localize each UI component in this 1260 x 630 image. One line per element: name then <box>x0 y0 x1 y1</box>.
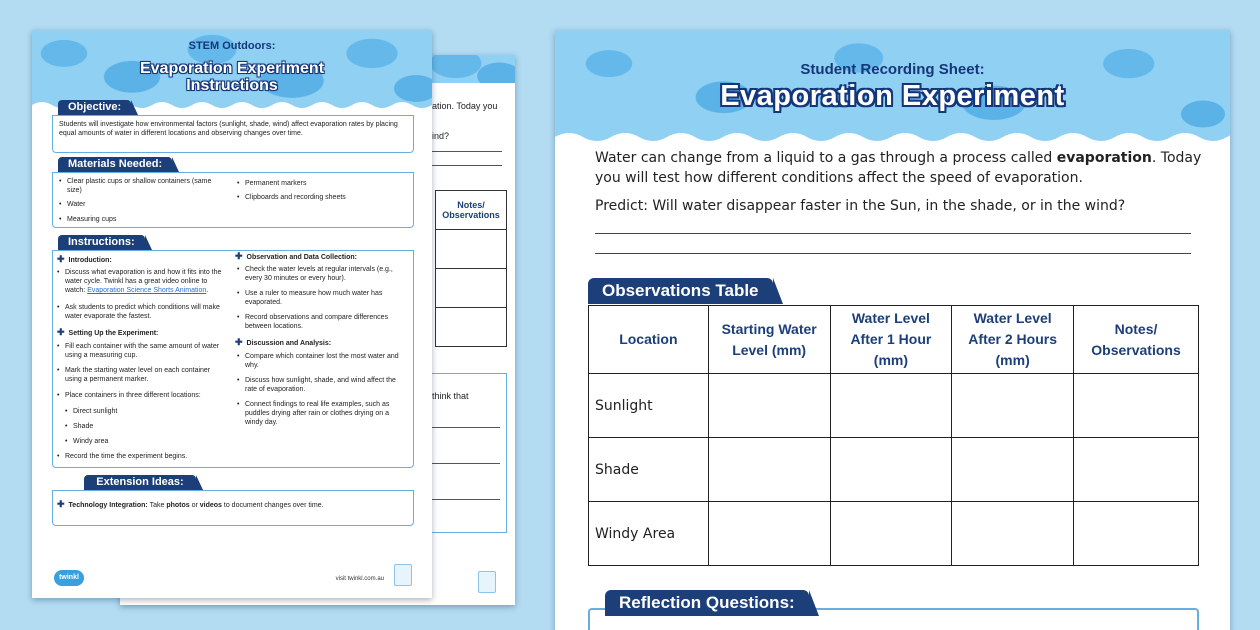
location-item: • Windy area <box>73 437 108 446</box>
extension-text-a: Take <box>149 502 167 509</box>
page-footer <box>32 562 432 586</box>
table-row <box>589 502 1199 566</box>
extension-videos: videos <box>199 502 222 509</box>
plus-icon: ✚ <box>235 337 243 347</box>
back-text-fragment-3: think that <box>432 391 469 401</box>
table-cell[interactable] <box>830 502 952 566</box>
material-item: • Clear plastic cups or shallow containers (same size) <box>67 177 217 195</box>
instructions-page <box>32 30 432 598</box>
page-title <box>32 60 432 94</box>
wave-divider <box>555 129 1230 142</box>
quality-badge-icon <box>478 571 496 593</box>
intro-step-1-end: . <box>206 287 209 294</box>
back-write-line <box>432 499 500 500</box>
table-cell[interactable] <box>952 502 1074 566</box>
disc-step-2: • Discuss how sunlight, shade, and wind affect the rate of evaporation. <box>245 376 405 394</box>
extension-or: or <box>189 502 200 509</box>
intro-step-2: • Ask students to predict which conditions will make water evaporate the fastest. <box>65 303 225 321</box>
observations-heading: Observations Table <box>588 278 773 304</box>
extension-section <box>52 490 414 526</box>
observation-heading <box>235 252 357 262</box>
intro-text-a: Water can change from a liquid to a gas through a process called <box>595 150 1057 166</box>
extension-text-b: to document changes over time. <box>221 502 324 509</box>
back-write-line <box>432 151 502 152</box>
sheet-title: Evaporation Experiment <box>720 80 1065 112</box>
table-row <box>589 438 1199 502</box>
page-title-line-2: Instructions <box>186 77 278 94</box>
back-text-fragment-1: ation. Today you <box>432 101 498 111</box>
intro-text-b: . Today you will test how different conditions affect the speed of evaporation. <box>595 150 1202 186</box>
intro-paragraph <box>595 148 1205 188</box>
discussion-heading <box>235 338 331 348</box>
objective-text: Students will investigate how environmental factors (sunlight, shade, wind) affect evaporation rates by placing equal amounts of water in different locations and observing changes over time. <box>59 121 398 137</box>
setup-step-4: • Record the time the experiment begins. <box>65 452 235 461</box>
back-text-fragment-2: ind? <box>432 131 450 141</box>
disc-step-3: • Connect findings to real life examples, such as puddles drying after rain or clothes drying on a windy day. <box>245 400 405 427</box>
table-cell[interactable] <box>1074 502 1199 566</box>
table-cell[interactable] <box>830 374 952 438</box>
table-cell[interactable] <box>1074 374 1199 438</box>
back-write-line <box>432 165 502 166</box>
extension-label: Technology Integration: <box>68 502 148 509</box>
column-header: Starting Water Level (mm) <box>708 306 830 374</box>
setup-heading <box>57 328 158 338</box>
plus-icon: ✚ <box>235 251 243 261</box>
column-header: Location <box>589 306 709 374</box>
table-cell[interactable] <box>708 438 830 502</box>
back-table-header: Notes/ Observations <box>436 191 507 230</box>
stem-label: STEM Outdoors: <box>188 40 276 52</box>
table-cell[interactable] <box>830 438 952 502</box>
twinkl-logo: twinkl <box>54 570 84 586</box>
location-item: • Shade <box>73 422 93 431</box>
setup-step-1: • Fill each container with the same amount of water using a measuring cup. <box>65 342 225 360</box>
material-item: • Clipboards and recording sheets <box>245 193 346 202</box>
page-title-line-1: Evaporation Experiment <box>139 60 325 77</box>
instructions-section <box>52 250 414 468</box>
introduction-heading <box>57 255 112 265</box>
instructions-heading: Instructions: <box>58 235 145 250</box>
material-item: • Permanent markers <box>245 179 306 188</box>
video-link[interactable]: Evaporation Science Shorts Animation <box>87 287 207 294</box>
row-label: Sunlight <box>589 374 709 438</box>
material-item: • Measuring cups <box>67 215 116 224</box>
intro-step-1 <box>65 268 225 295</box>
quality-badge-icon <box>394 564 412 586</box>
setup-heading-text: Setting Up the Experiment: <box>68 330 159 337</box>
answer-line[interactable] <box>595 253 1191 254</box>
materials-heading: Materials Needed: <box>58 157 172 172</box>
objective-heading: Objective: <box>58 100 131 115</box>
location-item: • Direct sunlight <box>73 407 117 416</box>
back-write-line <box>432 427 500 428</box>
reflection-heading: Reflection Questions: <box>605 590 809 616</box>
disc-step-1: • Compare which container lost the most water and why. <box>245 352 405 370</box>
plus-icon: ✚ <box>57 254 65 264</box>
visit-link[interactable]: visit twinkl.com.au <box>335 576 384 582</box>
discussion-heading-text: Discussion and Analysis: <box>246 340 332 347</box>
table-row <box>589 374 1199 438</box>
intro-bold-word: evaporation <box>1056 150 1152 166</box>
table-cell[interactable] <box>952 374 1074 438</box>
student-recording-sheet <box>555 30 1230 630</box>
observations-table <box>588 305 1199 566</box>
table-cell[interactable] <box>952 438 1074 502</box>
column-header: Notes/ Observations <box>1074 306 1199 374</box>
row-label: Shade <box>589 438 709 502</box>
back-write-line <box>432 463 500 464</box>
obs-step-2: • Use a ruler to measure how much water has evaporated. <box>245 289 405 307</box>
objective-section <box>52 115 414 153</box>
back-table <box>435 190 507 347</box>
plus-icon: ✚ <box>57 327 65 337</box>
intro-step-1-text: Discuss what evaporation is and how it fits into the water cycle. Twinkl has a great video online to watch: <box>65 269 222 294</box>
sheet-subtitle: Student Recording Sheet: <box>800 61 985 78</box>
back-table-cell <box>436 269 507 308</box>
column-header: Water Level After 2 Hours (mm) <box>952 306 1074 374</box>
obs-step-3: • Record observations and compare differences between locations. <box>245 313 405 331</box>
predict-question: Predict: Will water disappear faster in the Sun, in the shade, or in the wind? <box>595 198 1126 214</box>
material-item: • Water <box>67 200 85 209</box>
materials-section <box>52 172 414 228</box>
back-table-cell <box>436 230 507 269</box>
column-header: Water Level After 1 Hour (mm) <box>830 306 952 374</box>
table-cell[interactable] <box>708 502 830 566</box>
extension-photos: photos <box>166 502 190 509</box>
extension-heading: Extension Ideas: <box>84 475 196 490</box>
observation-heading-text: Observation and Data Collection: <box>246 254 358 261</box>
table-cell[interactable] <box>1074 438 1199 502</box>
row-label: Windy Area <box>589 502 709 566</box>
obs-step-1: • Check the water levels at regular intervals (e.g., every 30 minutes or every hour). <box>245 265 405 283</box>
back-table-cell <box>436 308 507 347</box>
table-cell[interactable] <box>708 374 830 438</box>
setup-step-2: • Mark the starting water level on each container using a permanent marker. <box>65 366 225 384</box>
extension-item <box>57 500 324 510</box>
answer-line[interactable] <box>595 233 1191 234</box>
table-header-row <box>589 306 1199 374</box>
setup-step-3: • Place containers in three different locations: <box>65 391 235 400</box>
plus-icon: ✚ <box>57 499 65 509</box>
introduction-heading-text: Introduction: <box>68 257 112 264</box>
